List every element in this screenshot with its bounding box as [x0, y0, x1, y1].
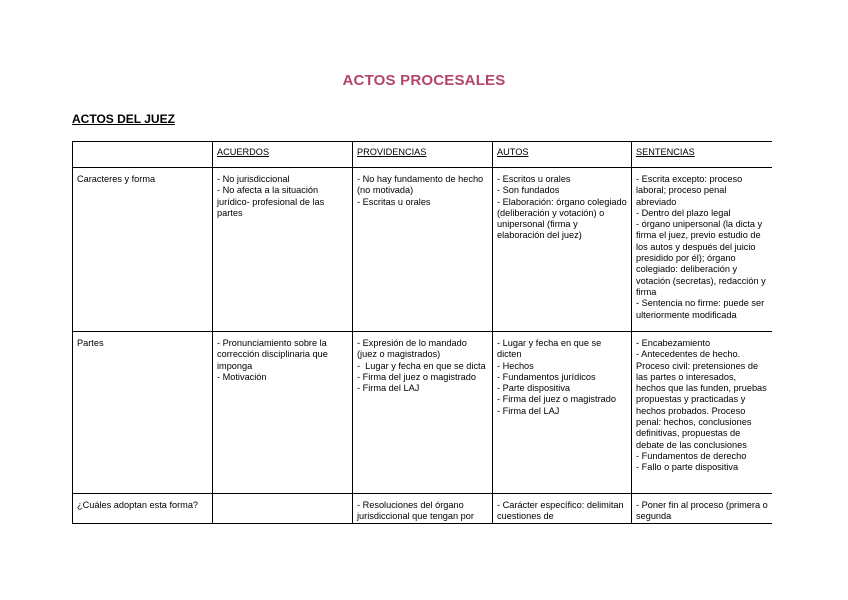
cell-line: - Fundamentos de derecho	[636, 450, 747, 461]
cell-line: - Son fundados	[497, 185, 560, 196]
table-row	[73, 494, 773, 525]
table-cell	[632, 494, 773, 525]
table-cell	[213, 332, 353, 494]
table-cell	[493, 494, 632, 525]
header-cell-acuerdos: ACUERDOS	[213, 142, 353, 168]
table-row	[73, 332, 773, 494]
cell-line: - Pronunciamiento sobre la corrección disciplinaria que imponga	[217, 338, 331, 371]
header-cell-sentencias: SENTENCIAS	[632, 142, 773, 168]
cell-line: - Antecedentes de hecho. Proceso civil: pretensiones de las partes o interesados, hechos que las funden, pruebas propuestas y practicadas y hechos probados. Proceso penal: hechos, conclusiones definitivas, propuestas de debate de las conclusiones	[636, 349, 770, 450]
cell-line: - Motivación	[217, 371, 267, 382]
cell-line: - Resoluciones del órgano jurisdiccional que tengan por	[357, 500, 474, 522]
header-cell-providencias: PROVIDENCIAS	[353, 142, 493, 168]
table-cell	[353, 168, 493, 332]
table-cell	[632, 168, 773, 332]
cell-line: - Lugar y fecha en que se dicten	[497, 338, 604, 360]
comparison-table	[72, 141, 772, 524]
cell-line: - Carácter específico: delimitan cuestiones de	[497, 500, 627, 522]
table-cell	[213, 168, 353, 332]
table-cell	[353, 494, 493, 525]
cell-line: - Escrita excepto: proceso laboral; proceso penal abreviado	[636, 174, 745, 207]
table-cell	[493, 332, 632, 494]
table-cell	[493, 168, 632, 332]
cell-line: - Dentro del plazo legal	[636, 207, 731, 218]
table-cell	[353, 332, 493, 494]
cell-line: - Parte dispositiva	[497, 383, 571, 394]
header-cell-empty	[73, 142, 213, 168]
cell-line: - Encabezamiento	[636, 338, 711, 348]
cell-line: - Firma del LAJ	[357, 383, 420, 394]
table-row	[73, 168, 773, 332]
cell-line: - Escritas u orales	[357, 196, 431, 207]
cell-line: - Firma del juez o magistrado	[497, 394, 616, 405]
cell-line: - Poner fin al proceso (primera o segunda	[636, 500, 771, 522]
table-container	[72, 141, 772, 524]
table-cell	[213, 494, 353, 525]
row-label: ¿Cuáles adoptan esta forma?	[73, 494, 213, 525]
cell-line: - Firma del juez o magistrado	[357, 371, 476, 382]
cell-line: - Expresión de lo mandado (juez o magistrados)	[357, 338, 470, 360]
cell-line: - Sentencia no firme: puede ser ulteriormente modificada	[636, 298, 767, 320]
cell-line: - Elaboración: órgano colegiado (deliberación y votación) o unipersonal (firma y elaboración del juez)	[497, 196, 630, 241]
section-heading: ACTOS DEL JUEZ	[72, 112, 175, 126]
table-cell	[632, 332, 773, 494]
row-label: Partes	[73, 332, 213, 494]
page-title: ACTOS PROCESALES	[342, 72, 506, 89]
cell-line: - No hay fundamento de hecho (no motivada)	[357, 174, 486, 196]
cell-line: - Lugar y fecha en que se dicta	[357, 360, 486, 371]
cell-line: - Fallo o parte dispositiva	[636, 462, 739, 473]
header-cell-autos: AUTOS	[493, 142, 632, 168]
table-header-row	[73, 142, 773, 168]
cell-line: - Fundamentos jurídicos	[497, 371, 596, 382]
row-label: Caracteres y forma	[73, 168, 213, 332]
cell-line: - órgano unipersonal (la dicta y firma el juez, previo estudio de los autos y después del juicio presidido por él); órgano colegiado: deliberación y votación (secretas), redacción y firma	[636, 219, 769, 297]
cell-line: - No afecta a la situación jurídico- profesional de las partes	[217, 185, 327, 218]
cell-line: - Escritos u orales	[497, 174, 571, 184]
cell-line: - Firma del LAJ	[497, 405, 560, 416]
cell-line: - No jurisdiccional	[217, 174, 290, 184]
cell-line: - Hechos	[497, 360, 534, 371]
